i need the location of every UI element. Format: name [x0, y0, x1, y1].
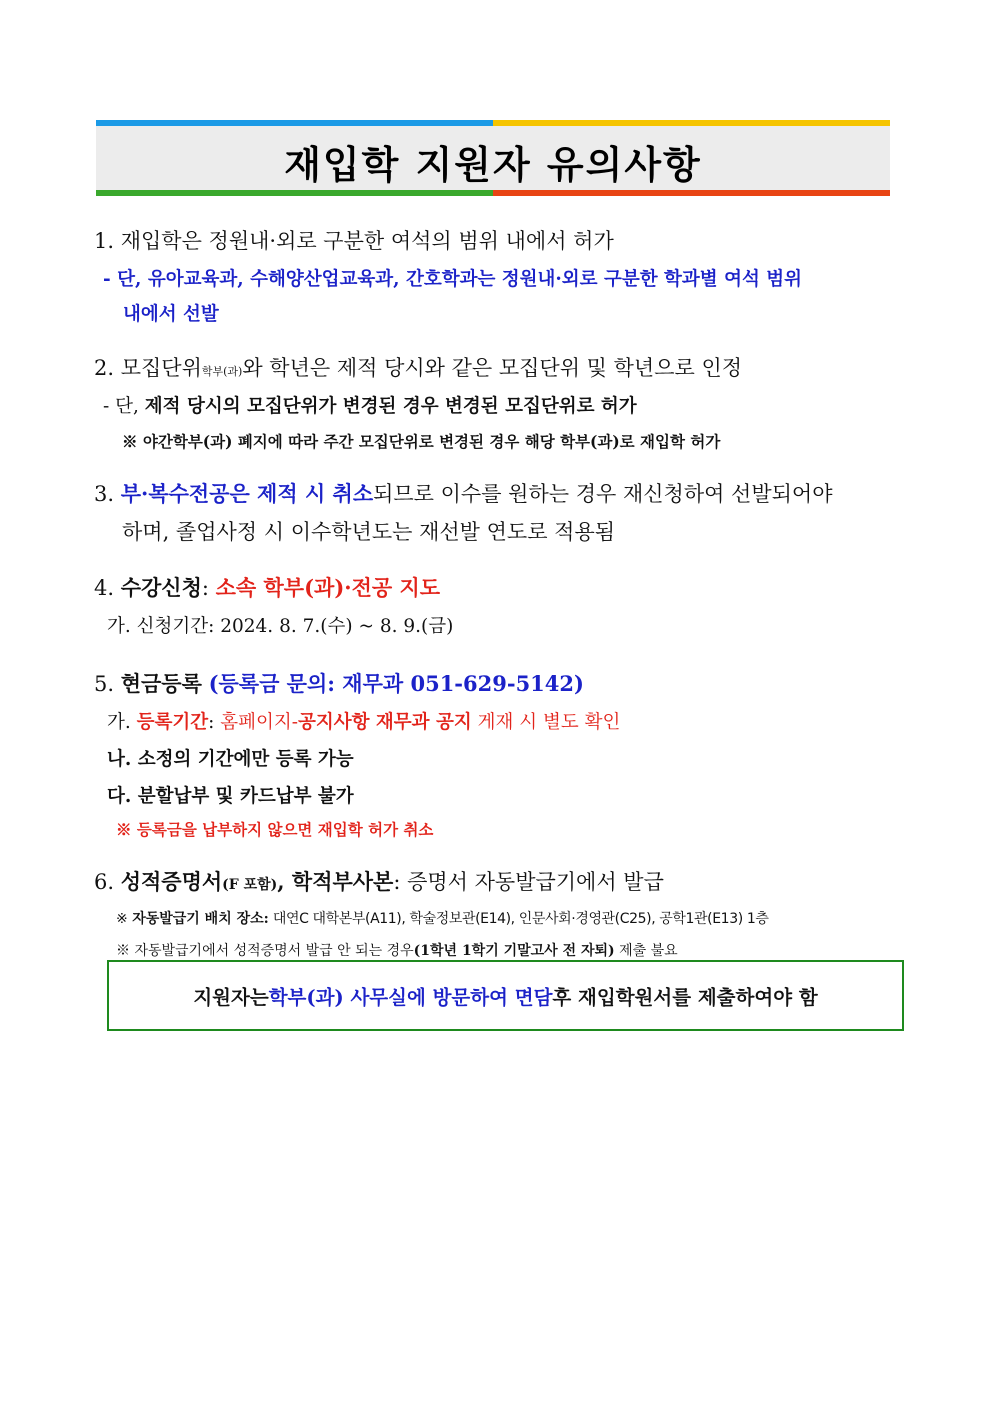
section-3-line2: 하며, 졸업사정 시 이수학년도는 재선발 연도로 적용됨 — [122, 520, 616, 544]
section-1-note-line2: 내에서 선발 — [123, 304, 219, 325]
section-6-heading: 6. 성적증명서(F 포함), 학적부사본: 증명서 자동발급기에서 발급 — [94, 869, 664, 894]
notice-emphasis: 학부(과) 사무실에 방문하여 면담 — [268, 985, 553, 1009]
section-6-remark-1: ※ 자동발급기 배치 장소: 대연C 대학본부(A11), 학술정보관(E14), 인문사회·경영관(C25), 공학1관(E13) 1층 — [116, 911, 769, 927]
section-2-note: - 단, 제적 당시의 모집단위가 변경된 경우 변경된 모집단위로 허가 — [103, 396, 637, 417]
section-6-remark-2: ※ 자동발급기에서 성적증명서 발급 안 되는 경우(1학년 1학기 기말고사 전 자퇴) 제출 불요 — [116, 943, 678, 959]
page-title: 재입학 지원자 유의사항 — [284, 143, 702, 187]
notice-suffix: 후 재입학원서를 제출하여야 함 — [552, 985, 818, 1009]
section-4-heading: 4. 수강신청: 소속 학부(과)·전공 지도 — [94, 575, 441, 600]
title-banner — [96, 120, 890, 196]
section-5-item-b: 나. 소정의 기간에만 등록 가능 — [107, 749, 354, 770]
section-5-item-a: 가. 등록기간: 홈페이지-공지사항 재무과 공지 게재 시 별도 확인 — [107, 712, 621, 733]
section-5-item-c: 다. 분할납부 및 카드납부 불가 — [107, 786, 354, 807]
notice-box — [107, 960, 904, 1031]
section-5-heading: 5. 현금등록 (등록금 문의: 재무과 051-629-5142) — [94, 671, 584, 696]
section-3-line1: 3. 부·복수전공은 제적 시 취소되므로 이수를 원하는 경우 재신청하여 선발되어야 — [94, 481, 833, 506]
section-4-item-a: 가. 신청기간: 2024. 8. 7.(수) ~ 8. 9.(금) — [107, 616, 454, 637]
section-1-note-line1: - 단, 유아교육과, 수해양산업교육과, 간호학과는 정원내·외로 구분한 학과별 여석 범위 — [103, 269, 803, 290]
title-bottom-bar — [96, 190, 890, 196]
notice-prefix: 지원자는 — [193, 985, 269, 1009]
section-1-heading: 1. 재입학은 정원내·외로 구분한 여석의 범위 내에서 허가 — [94, 229, 614, 253]
section-5-warning: ※ 등록금을 납부하지 않으면 재입학 허가 취소 — [116, 820, 434, 839]
section-2-remark: ※ 야간학부(과) 폐지에 따라 주간 모집단위로 변경된 경우 해당 학부(과)로 재입학 허가 — [122, 432, 721, 451]
section-2-heading: 2. 모집단위학부(과)와 학년은 제적 당시와 같은 모집단위 및 학년으로 인정 — [94, 356, 743, 380]
